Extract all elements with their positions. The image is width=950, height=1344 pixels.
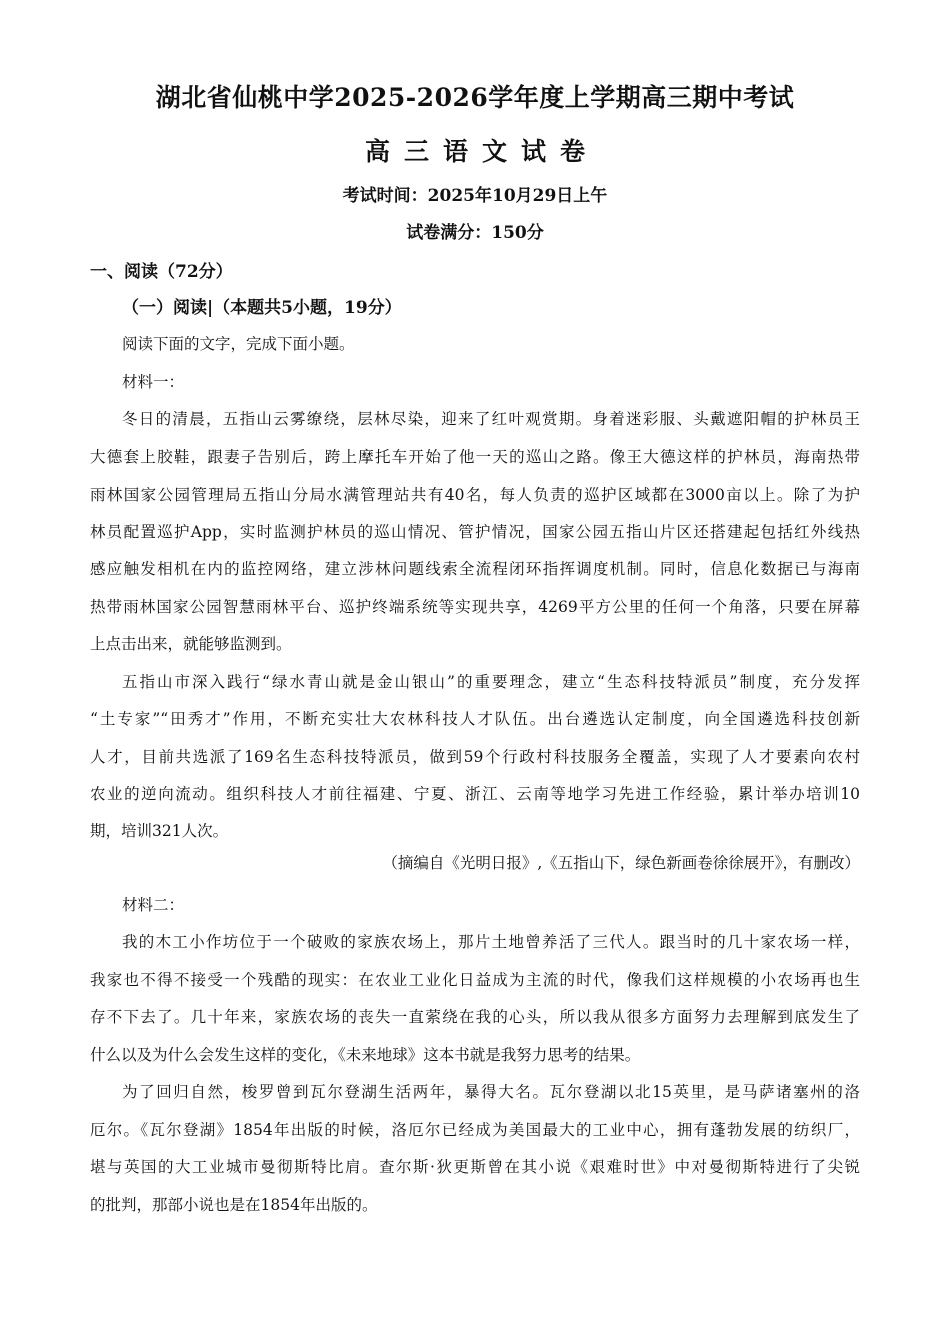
paragraph-line: 我家也不得不接受一个残酷的现实：在农业工业化日益成为主流的时代，像我们这样规模的小农场再也生 [90,971,860,989]
paragraph-line: 人才，目前共选派了169名生态科技特派员，做到59个行政村科技服务全覆盖，实现了人才要素向农村 [90,748,860,766]
paragraph-line: 为了回归自然，梭罗曾到瓦尔登湖生活两年，暴得大名。瓦尔登湖以北15英里，是马萨诸塞州的洛 [122,1083,860,1101]
source-citation: （摘编自《光明日报》,《五指山下，绿色新画卷徐徐展开》，有删改） [382,854,860,872]
paragraph-line: 什么以及为什么会发生这样的变化，《未来地球》这本书就是我努力思考的结果。 [90,1046,641,1064]
paragraph-line: 五指山市深入践行“绿水青山就是金山银山”的重要理念，建立“生态科技特派员”制度，充分发挥 [122,673,860,691]
paragraph-line: 存不下去了。几十年来，家族农场的丧失一直萦绕在我的心头，所以我从很多方面努力去理解到底发生了 [90,1008,860,1026]
paragraph-line: 林员配置巡护App，实时监测护林员的巡山情况、管护情况，国家公园五指山片区还搭建起包括红外线热 [90,523,860,541]
paragraph-line: 的批判，那部小说也是在1854年出版的。 [90,1196,378,1214]
paragraph-line: 热带雨林国家公园智慧雨林平台、巡护终端系统等实现共享，4269平方公里的任何一个角落，只要在屏幕 [90,598,860,616]
paragraph-line: 上点击出来，就能够监测到。 [90,635,292,653]
section-heading: 一、阅读（72分） [90,262,233,282]
full-score: 试卷满分：150分 [406,223,544,243]
subsection-heading: （一）阅读|（本题共5小题，19分） [122,298,402,318]
paragraph-line: 堪与英国的大工业城市曼彻斯特比肩。查尔斯·狄更斯曾在其小说《艰难时世》中对曼彻斯特进行了尖锐 [90,1158,860,1176]
paragraph-line: 农业的逆向流动。组织科技人才前往福建、宁夏、浙江、云南等地学习先进工作经验，累计举办培训10 [90,785,860,803]
paragraph-line: 大德套上胶鞋，跟妻子告别后，跨上摩托车开始了他一天的巡山之路。像王大德这样的护林员，海南热带 [90,448,860,466]
paragraph-line: 厄尔。《瓦尔登湖》1854年出版的时候，洛厄尔已经成为美国最大的工业中心，拥有蓬勃发展的纺织厂， [90,1121,860,1139]
paragraph-line: 感应触发相机在内的监控网络，建立涉林问题线索全流程闭环指挥调度机制。同时，信息化数据已与海南 [90,560,860,578]
exam-time: 考试时间：2025年10月29日上午 [342,186,608,206]
paragraph-line: “土专家”“田秀才”作用，不断充实壮大农林科技人才队伍。出台遴选认定制度，向全国遴选科技创新 [90,710,860,728]
instruction: 阅读下面的文字，完成下面小题。 [122,335,355,353]
paragraph-line: 雨林国家公园管理局五指山分局水满管理站共有40名，每人负责的巡护区域都在3000亩以上。除了为护 [90,486,860,504]
paragraph-line: 期，培训321人次。 [90,822,229,840]
exam-title: 湖北省仙桃中学2025-2026学年度上学期高三期中考试 [155,83,795,112]
exam-subtitle: 高三语文试卷 [364,137,599,166]
material-two-label: 材料二： [122,896,185,914]
material-one-label: 材料一： [122,373,185,391]
paragraph-line: 我的木工小作坊位于一个破败的家族农场上，那片土地曾养活了三代人。跟当时的几十家农场一样， [122,933,860,951]
paragraph-line: 冬日的清晨，五指山云雾缭绕，层林尽染，迎来了红叶观赏期。身着迷彩服、头戴遮阳帽的护林员王 [122,410,860,428]
